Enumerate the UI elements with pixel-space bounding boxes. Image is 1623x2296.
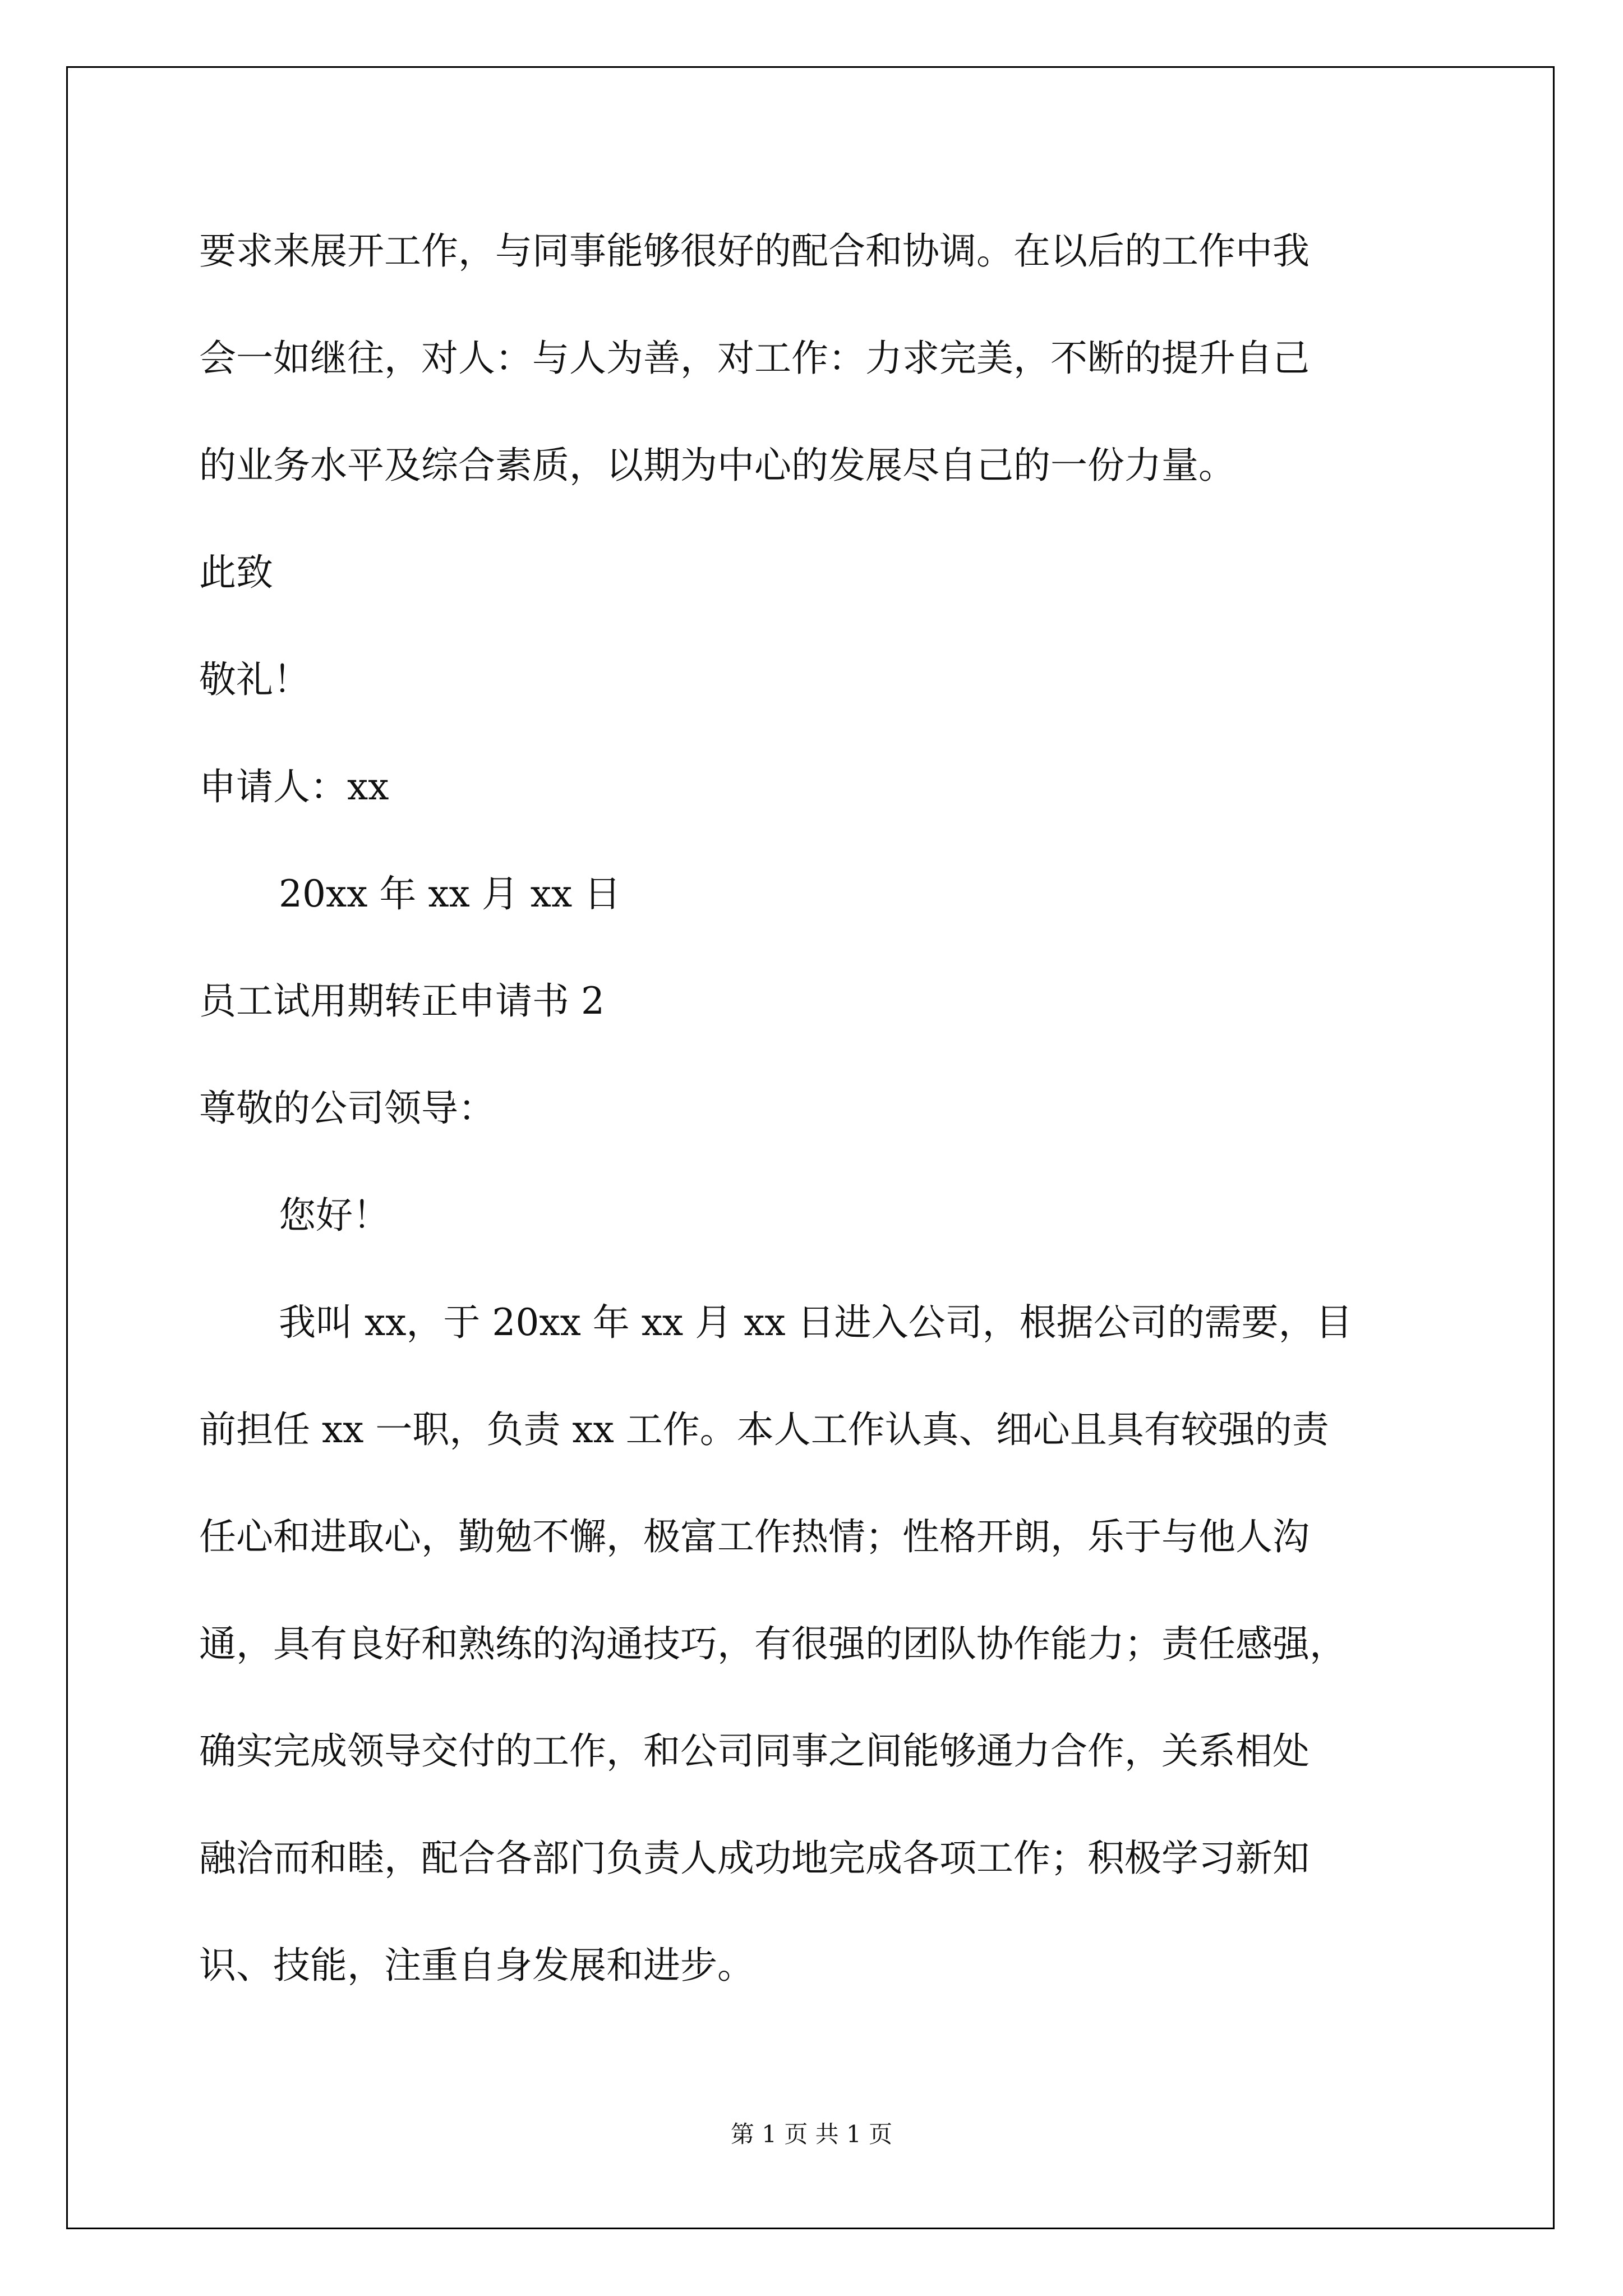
body-line-7: 通，具有良好和熟练的沟通技巧，有很强的团队协作能力；责任感强， <box>199 1622 1347 1665</box>
body-line-4: 我叫 xx，于 20xx 年 xx 月 xx 日进入公司，根据公司的需要，目 <box>279 1301 1353 1344</box>
page-border <box>66 66 1555 2229</box>
greeting-hello: 您好！ <box>279 1194 390 1237</box>
section-title: 员工试用期转正申请书 2 <box>199 979 605 1023</box>
greeting-addressee: 尊敬的公司领导： <box>199 1087 495 1130</box>
body-line-1: 要求来展开工作，与同事能够很好的配合和协调。在以后的工作中我 <box>199 229 1310 273</box>
body-line-3: 的业务水平及综合素质，以期为中心的发展尽自己的一份力量。 <box>199 444 1235 487</box>
applicant-line: 申请人：xx <box>199 765 389 808</box>
body-line-5: 前担任 xx 一职，负责 xx 工作。本人工作认真、细心且具有较强的责 <box>199 1408 1329 1451</box>
page-footer: 第 1 页 共 1 页 <box>730 2120 893 2148</box>
date-line: 20xx 年 xx 月 xx 日 <box>279 872 621 915</box>
closing-salutation: 此致 <box>199 551 273 594</box>
body-line-6: 任心和进取心，勤勉不懈，极富工作热情；性格开朗，乐于与他人沟 <box>199 1515 1310 1558</box>
closing-regards: 敬礼！ <box>199 658 310 701</box>
body-line-9: 融洽而和睦，配合各部门负责人成功地完成各项工作；积极学习新知 <box>199 1837 1310 1880</box>
body-line-10: 识、技能，注重自身发展和进步。 <box>199 1944 754 1987</box>
body-line-2: 会一如继往，对人：与人为善，对工作：力求完美，不断的提升自己 <box>199 337 1310 380</box>
body-line-8: 确实完成领导交付的工作，和公司同事之间能够通力合作，关系相处 <box>199 1729 1310 1773</box>
